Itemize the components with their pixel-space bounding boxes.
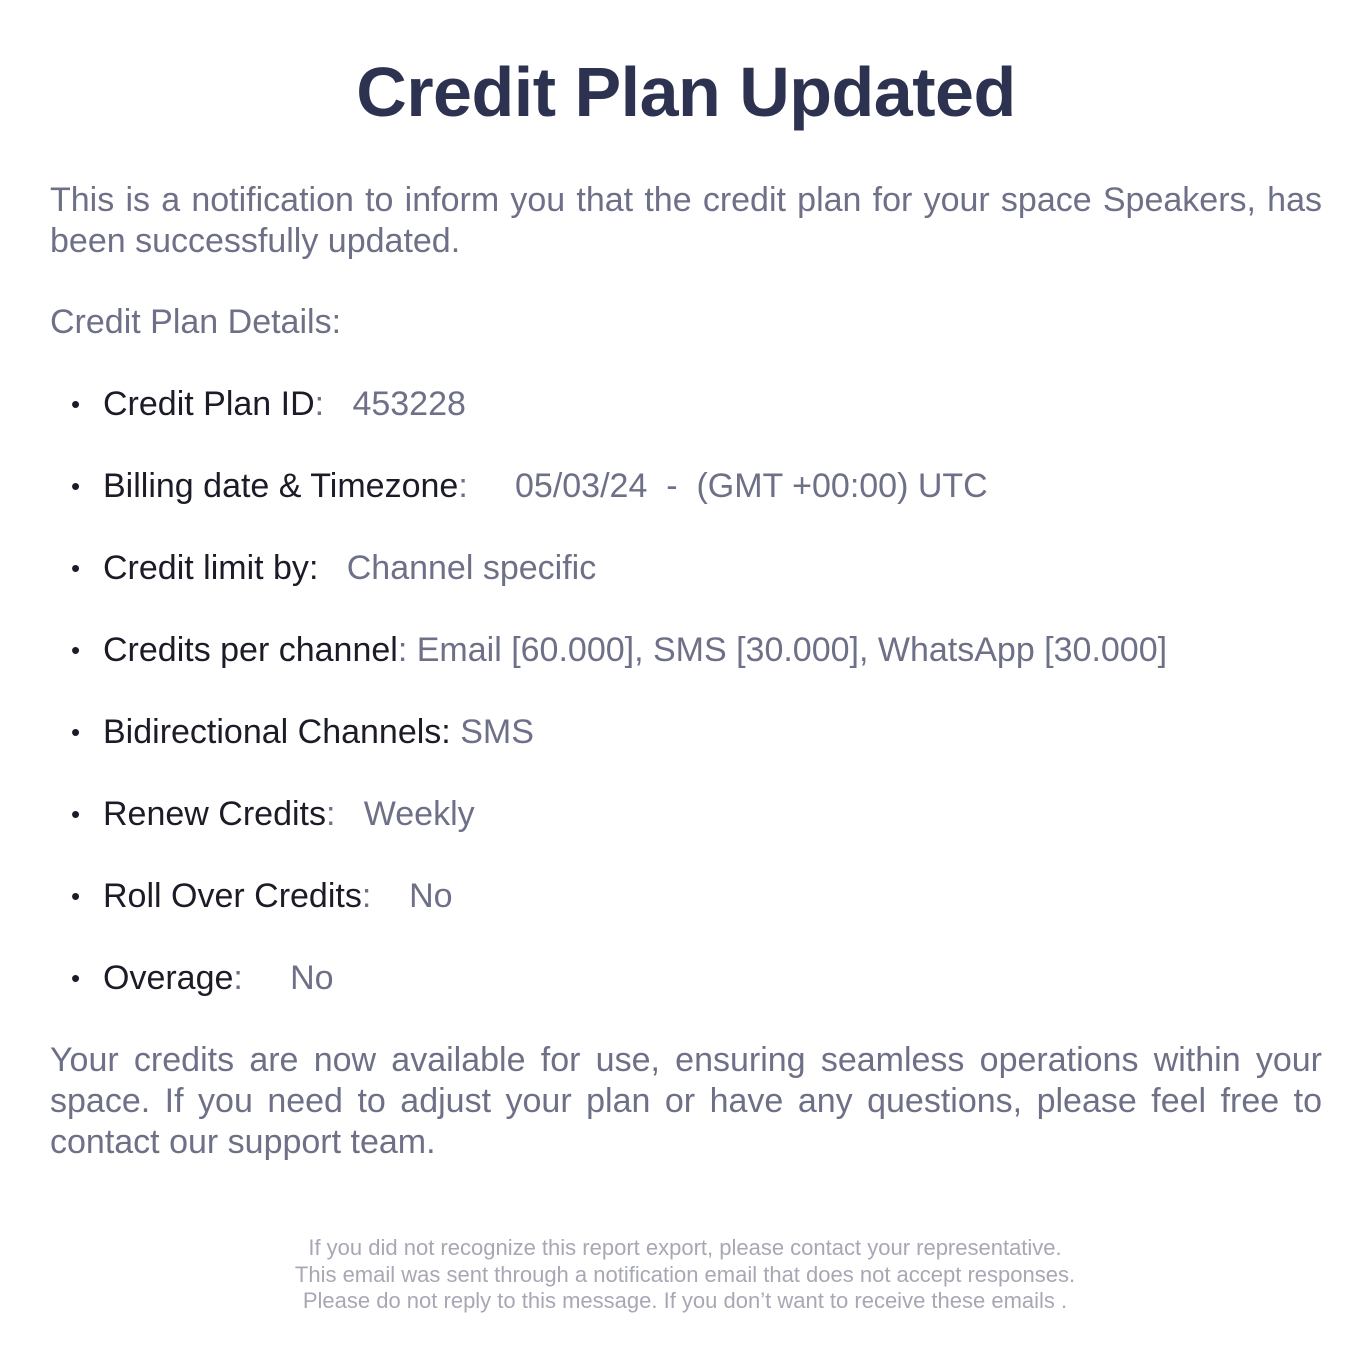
footer-line: Please do not reply to this message. If you don’t want to receive these emails .	[302, 1288, 1068, 1313]
footer-disclaimer	[0, 1235, 1370, 1315]
detail-gap	[407, 631, 416, 669]
detail-item-credit-limit	[50, 548, 1322, 589]
bullet-icon: •	[71, 635, 81, 665]
detail-colon: :	[361, 877, 372, 915]
detail-gap	[318, 549, 346, 587]
detail-item-credits-per-channel	[50, 630, 1322, 671]
bullet-icon: •	[71, 389, 81, 419]
bullet-icon: •	[71, 553, 81, 583]
detail-item-roll-over-credits	[50, 876, 1322, 917]
footer-line: If you did not recognize this report export, please contact your representative.	[308, 1235, 1062, 1260]
details-list	[50, 384, 1322, 999]
detail-gap	[451, 713, 460, 751]
detail-value: No	[409, 877, 453, 915]
detail-item-credit-plan-id	[50, 384, 1322, 425]
bullet-icon: •	[71, 963, 81, 993]
detail-value: Channel specific	[346, 549, 597, 587]
outro-paragraph: Your credits are now available for use, ensuring seamless operations within your space. If you need to adjust your plan or have any questions, please feel free to contact our support team.	[50, 1041, 1322, 1161]
detail-colon: :	[458, 467, 468, 505]
bullet-icon: •	[71, 471, 81, 501]
detail-value: Email [60.000], SMS [30.000], WhatsApp [30.000]	[416, 631, 1168, 669]
detail-colon: :	[325, 795, 336, 833]
detail-value: Weekly	[363, 795, 475, 833]
detail-value: No	[290, 959, 334, 997]
detail-value: 05/03/24 - (GMT +00:00) UTC	[515, 467, 988, 505]
detail-colon: :	[314, 385, 325, 423]
detail-value: 453228	[352, 385, 466, 423]
detail-item-billing-date	[50, 466, 1322, 507]
detail-colon: :	[308, 549, 319, 587]
detail-gap	[371, 877, 409, 915]
intro-paragraph: This is a notification to inform you that the credit plan for your space Speakers, has been successfully updated.	[50, 181, 1322, 260]
detail-label: Bidirectional Channels:	[103, 713, 451, 751]
detail-gap	[324, 385, 352, 423]
bullet-icon: •	[71, 799, 81, 829]
detail-colon: :	[397, 631, 408, 669]
bullet-icon: •	[71, 717, 81, 747]
bullet-icon: •	[71, 881, 81, 911]
detail-colon: :	[233, 959, 243, 997]
detail-label: Renew Credits	[103, 795, 326, 833]
detail-label: Credits per channel	[103, 631, 398, 669]
detail-gap	[468, 467, 515, 505]
page-title: Credit Plan Updated	[356, 53, 1016, 131]
detail-item-renew-credits	[50, 794, 1322, 835]
detail-label: Billing date & Timezone	[103, 467, 459, 505]
detail-item-bidirectional-channels	[50, 712, 1322, 753]
detail-value: SMS	[460, 713, 534, 751]
detail-gap	[335, 795, 363, 833]
detail-label: Roll Over Credits	[103, 877, 362, 915]
detail-item-overage	[50, 958, 1322, 999]
details-heading: Credit Plan Details:	[50, 303, 342, 341]
footer-line: This email was sent through a notification email that does not accept responses.	[294, 1261, 1076, 1287]
detail-label: Overage	[103, 959, 234, 997]
detail-label: Credit Plan ID	[103, 385, 315, 423]
detail-gap	[243, 959, 290, 997]
detail-label: Credit limit by	[103, 549, 309, 587]
